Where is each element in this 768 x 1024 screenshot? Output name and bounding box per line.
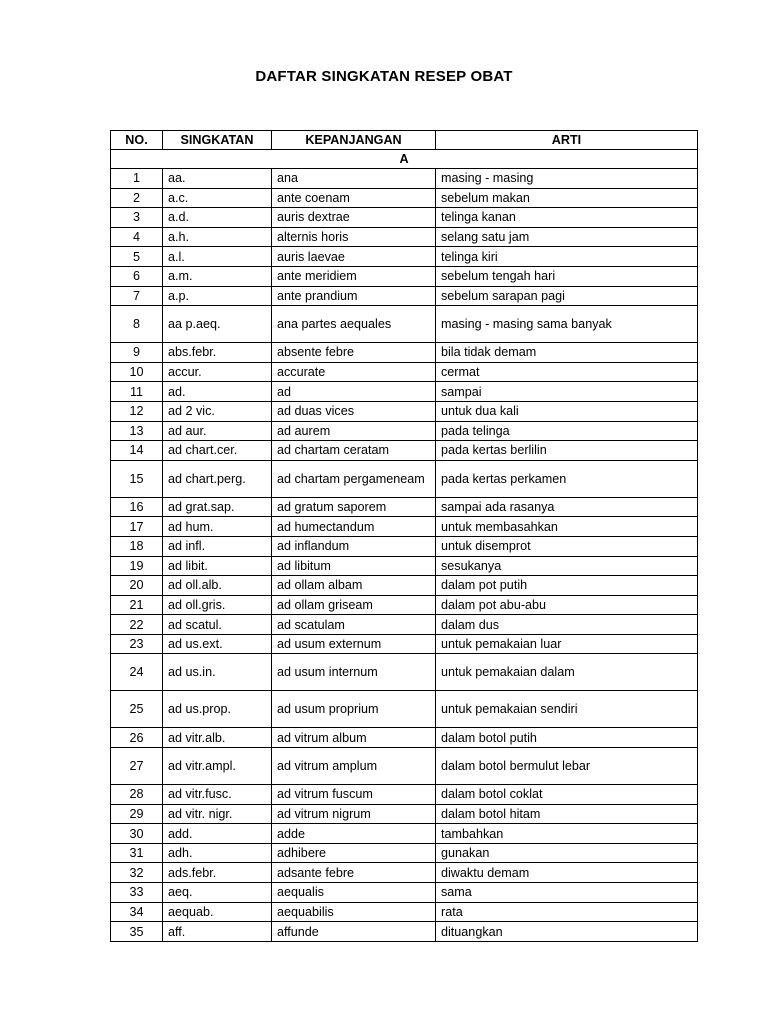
table-row xyxy=(111,883,698,903)
row-arti: untuk pemakaian sendiri xyxy=(436,691,698,728)
row-no: 34 xyxy=(111,902,163,922)
abbreviation-table xyxy=(110,130,698,942)
row-singkatan: accur. xyxy=(163,362,272,382)
row-kepanjangan: adsante febre xyxy=(272,863,436,883)
header-no: NO. xyxy=(111,131,163,150)
row-no: 30 xyxy=(111,824,163,844)
row-singkatan: a.h. xyxy=(163,227,272,247)
row-arti: untuk disemprot xyxy=(436,536,698,556)
row-kepanjangan: ad humectandum xyxy=(272,517,436,537)
row-kepanjangan: ad vitrum amplum xyxy=(272,748,436,785)
row-kepanjangan: aequabilis xyxy=(272,902,436,922)
table-row xyxy=(111,902,698,922)
row-arti: masing - masing sama banyak xyxy=(436,306,698,343)
row-no: 27 xyxy=(111,748,163,785)
section-row xyxy=(111,150,698,169)
row-kepanjangan: ad chartam pergameneam xyxy=(272,460,436,497)
row-arti: pada kertas berlilin xyxy=(436,441,698,461)
row-singkatan: aeq. xyxy=(163,883,272,903)
row-no: 24 xyxy=(111,654,163,691)
row-singkatan: ad. xyxy=(163,382,272,402)
row-no: 33 xyxy=(111,883,163,903)
row-kepanjangan: ad duas vices xyxy=(272,401,436,421)
row-arti: masing - masing xyxy=(436,169,698,189)
row-kepanjangan: ante coenam xyxy=(272,188,436,208)
header-singkatan: SINGKATAN xyxy=(163,131,272,150)
row-no: 21 xyxy=(111,595,163,615)
row-kepanjangan: ad ollam albam xyxy=(272,576,436,596)
row-kepanjangan: auris laevae xyxy=(272,247,436,267)
table-row xyxy=(111,188,698,208)
row-no: 29 xyxy=(111,804,163,824)
row-singkatan: ad chart.perg. xyxy=(163,460,272,497)
row-no: 4 xyxy=(111,227,163,247)
row-no: 26 xyxy=(111,728,163,748)
row-kepanjangan: absente febre xyxy=(272,343,436,363)
row-arti: dalam pot putih xyxy=(436,576,698,596)
row-kepanjangan: ad usum proprium xyxy=(272,691,436,728)
row-singkatan: a.d. xyxy=(163,208,272,228)
table-row xyxy=(111,615,698,635)
row-kepanjangan: auris dextrae xyxy=(272,208,436,228)
row-singkatan: ad vitr. nigr. xyxy=(163,804,272,824)
row-kepanjangan: ad vitrum album xyxy=(272,728,436,748)
table-row xyxy=(111,556,698,576)
row-arti: cermat xyxy=(436,362,698,382)
row-no: 23 xyxy=(111,634,163,654)
table-row xyxy=(111,654,698,691)
row-singkatan: a.p. xyxy=(163,286,272,306)
table-row xyxy=(111,460,698,497)
row-arti: sesukanya xyxy=(436,556,698,576)
row-no: 19 xyxy=(111,556,163,576)
row-no: 28 xyxy=(111,785,163,805)
table-row xyxy=(111,286,698,306)
table-row xyxy=(111,362,698,382)
row-no: 10 xyxy=(111,362,163,382)
row-kepanjangan: ad libitum xyxy=(272,556,436,576)
row-kepanjangan: ad vitrum nigrum xyxy=(272,804,436,824)
row-arti: rata xyxy=(436,902,698,922)
row-arti: dituangkan xyxy=(436,922,698,942)
row-kepanjangan: ad scatulam xyxy=(272,615,436,635)
row-kepanjangan: affunde xyxy=(272,922,436,942)
row-no: 9 xyxy=(111,343,163,363)
row-singkatan: ad us.in. xyxy=(163,654,272,691)
row-singkatan: ads.febr. xyxy=(163,863,272,883)
row-no: 18 xyxy=(111,536,163,556)
row-arti: untuk dua kali xyxy=(436,401,698,421)
row-kepanjangan: alternis horis xyxy=(272,227,436,247)
row-arti: untuk pemakaian dalam xyxy=(436,654,698,691)
row-arti: sebelum sarapan pagi xyxy=(436,286,698,306)
row-arti: dalam botol hitam xyxy=(436,804,698,824)
table-row xyxy=(111,634,698,654)
row-arti: untuk pemakaian luar xyxy=(436,634,698,654)
row-no: 3 xyxy=(111,208,163,228)
row-arti: dalam dus xyxy=(436,615,698,635)
row-no: 11 xyxy=(111,382,163,402)
table-row xyxy=(111,421,698,441)
section-label: A xyxy=(111,150,698,169)
row-no: 35 xyxy=(111,922,163,942)
row-no: 14 xyxy=(111,441,163,461)
row-arti: pada kertas perkamen xyxy=(436,460,698,497)
row-singkatan: a.l. xyxy=(163,247,272,267)
row-singkatan: adh. xyxy=(163,843,272,863)
row-arti: dalam botol putih xyxy=(436,728,698,748)
table-row xyxy=(111,266,698,286)
row-singkatan: a.c. xyxy=(163,188,272,208)
row-arti: sama xyxy=(436,883,698,903)
row-kepanjangan: accurate xyxy=(272,362,436,382)
row-no: 2 xyxy=(111,188,163,208)
row-no: 32 xyxy=(111,863,163,883)
table-row xyxy=(111,843,698,863)
row-kepanjangan: ad usum externum xyxy=(272,634,436,654)
row-no: 25 xyxy=(111,691,163,728)
table-row xyxy=(111,208,698,228)
row-arti: diwaktu demam xyxy=(436,863,698,883)
table-row xyxy=(111,441,698,461)
row-singkatan: add. xyxy=(163,824,272,844)
row-no: 7 xyxy=(111,286,163,306)
table-row xyxy=(111,785,698,805)
row-kepanjangan: ante prandium xyxy=(272,286,436,306)
row-singkatan: aa. xyxy=(163,169,272,189)
row-no: 20 xyxy=(111,576,163,596)
row-arti: sampai xyxy=(436,382,698,402)
table-row xyxy=(111,863,698,883)
row-kepanjangan: ad usum internum xyxy=(272,654,436,691)
row-arti: telinga kiri xyxy=(436,247,698,267)
row-no: 17 xyxy=(111,517,163,537)
row-singkatan: ad vitr.ampl. xyxy=(163,748,272,785)
row-arti: gunakan xyxy=(436,843,698,863)
row-singkatan: aequab. xyxy=(163,902,272,922)
row-arti: untuk membasahkan xyxy=(436,517,698,537)
table-row xyxy=(111,169,698,189)
row-no: 31 xyxy=(111,843,163,863)
row-singkatan: ad 2 vic. xyxy=(163,401,272,421)
table-row xyxy=(111,824,698,844)
row-no: 6 xyxy=(111,266,163,286)
table-row xyxy=(111,306,698,343)
table-row xyxy=(111,227,698,247)
row-kepanjangan: ad inflandum xyxy=(272,536,436,556)
row-kepanjangan: ad vitrum fuscum xyxy=(272,785,436,805)
header-kepanjangan: KEPANJANGAN xyxy=(272,131,436,150)
table-row xyxy=(111,922,698,942)
row-singkatan: ad infl. xyxy=(163,536,272,556)
row-no: 15 xyxy=(111,460,163,497)
row-no: 5 xyxy=(111,247,163,267)
row-singkatan: ad vitr.alb. xyxy=(163,728,272,748)
row-kepanjangan: ad ollam griseam xyxy=(272,595,436,615)
row-arti: dalam botol coklat xyxy=(436,785,698,805)
row-singkatan: ad aur. xyxy=(163,421,272,441)
header-arti: ARTI xyxy=(436,131,698,150)
row-singkatan: ad oll.gris. xyxy=(163,595,272,615)
table-header-row xyxy=(111,131,698,150)
row-singkatan: aa p.aeq. xyxy=(163,306,272,343)
document-title: DAFTAR SINGKATAN RESEP OBAT xyxy=(255,68,513,85)
row-singkatan: ad chart.cer. xyxy=(163,441,272,461)
row-kepanjangan: ana partes aequales xyxy=(272,306,436,343)
row-kepanjangan: ante meridiem xyxy=(272,266,436,286)
row-singkatan: ad us.prop. xyxy=(163,691,272,728)
row-no: 22 xyxy=(111,615,163,635)
row-arti: telinga kanan xyxy=(436,208,698,228)
row-kepanjangan: adhibere xyxy=(272,843,436,863)
table-row xyxy=(111,497,698,517)
row-singkatan: ad oll.alb. xyxy=(163,576,272,596)
row-kepanjangan: aequalis xyxy=(272,883,436,903)
row-arti: sebelum makan xyxy=(436,188,698,208)
table-row xyxy=(111,691,698,728)
row-arti: bila tidak demam xyxy=(436,343,698,363)
row-no: 8 xyxy=(111,306,163,343)
row-kepanjangan: ad xyxy=(272,382,436,402)
row-arti: dalam botol bermulut lebar xyxy=(436,748,698,785)
table-row xyxy=(111,247,698,267)
row-kepanjangan: ad aurem xyxy=(272,421,436,441)
row-arti: tambahkan xyxy=(436,824,698,844)
table-row xyxy=(111,804,698,824)
table-row xyxy=(111,536,698,556)
table-row xyxy=(111,382,698,402)
row-no: 13 xyxy=(111,421,163,441)
row-kepanjangan: adde xyxy=(272,824,436,844)
row-singkatan: ad grat.sap. xyxy=(163,497,272,517)
row-singkatan: ad hum. xyxy=(163,517,272,537)
table-row xyxy=(111,401,698,421)
row-kepanjangan: ad gratum saporem xyxy=(272,497,436,517)
row-no: 1 xyxy=(111,169,163,189)
row-arti: selang satu jam xyxy=(436,227,698,247)
table-row xyxy=(111,576,698,596)
row-singkatan: ad us.ext. xyxy=(163,634,272,654)
row-singkatan: abs.febr. xyxy=(163,343,272,363)
row-arti: dalam pot abu-abu xyxy=(436,595,698,615)
table-row xyxy=(111,517,698,537)
table-row xyxy=(111,728,698,748)
table-row xyxy=(111,595,698,615)
row-singkatan: ad scatul. xyxy=(163,615,272,635)
row-kepanjangan: ana xyxy=(272,169,436,189)
row-singkatan: a.m. xyxy=(163,266,272,286)
table-row xyxy=(111,343,698,363)
row-singkatan: ad libit. xyxy=(163,556,272,576)
row-no: 12 xyxy=(111,401,163,421)
row-arti: sebelum tengah hari xyxy=(436,266,698,286)
table-row xyxy=(111,748,698,785)
row-no: 16 xyxy=(111,497,163,517)
row-arti: pada telinga xyxy=(436,421,698,441)
row-singkatan: aff. xyxy=(163,922,272,942)
row-arti: sampai ada rasanya xyxy=(436,497,698,517)
row-singkatan: ad vitr.fusc. xyxy=(163,785,272,805)
row-kepanjangan: ad chartam ceratam xyxy=(272,441,436,461)
